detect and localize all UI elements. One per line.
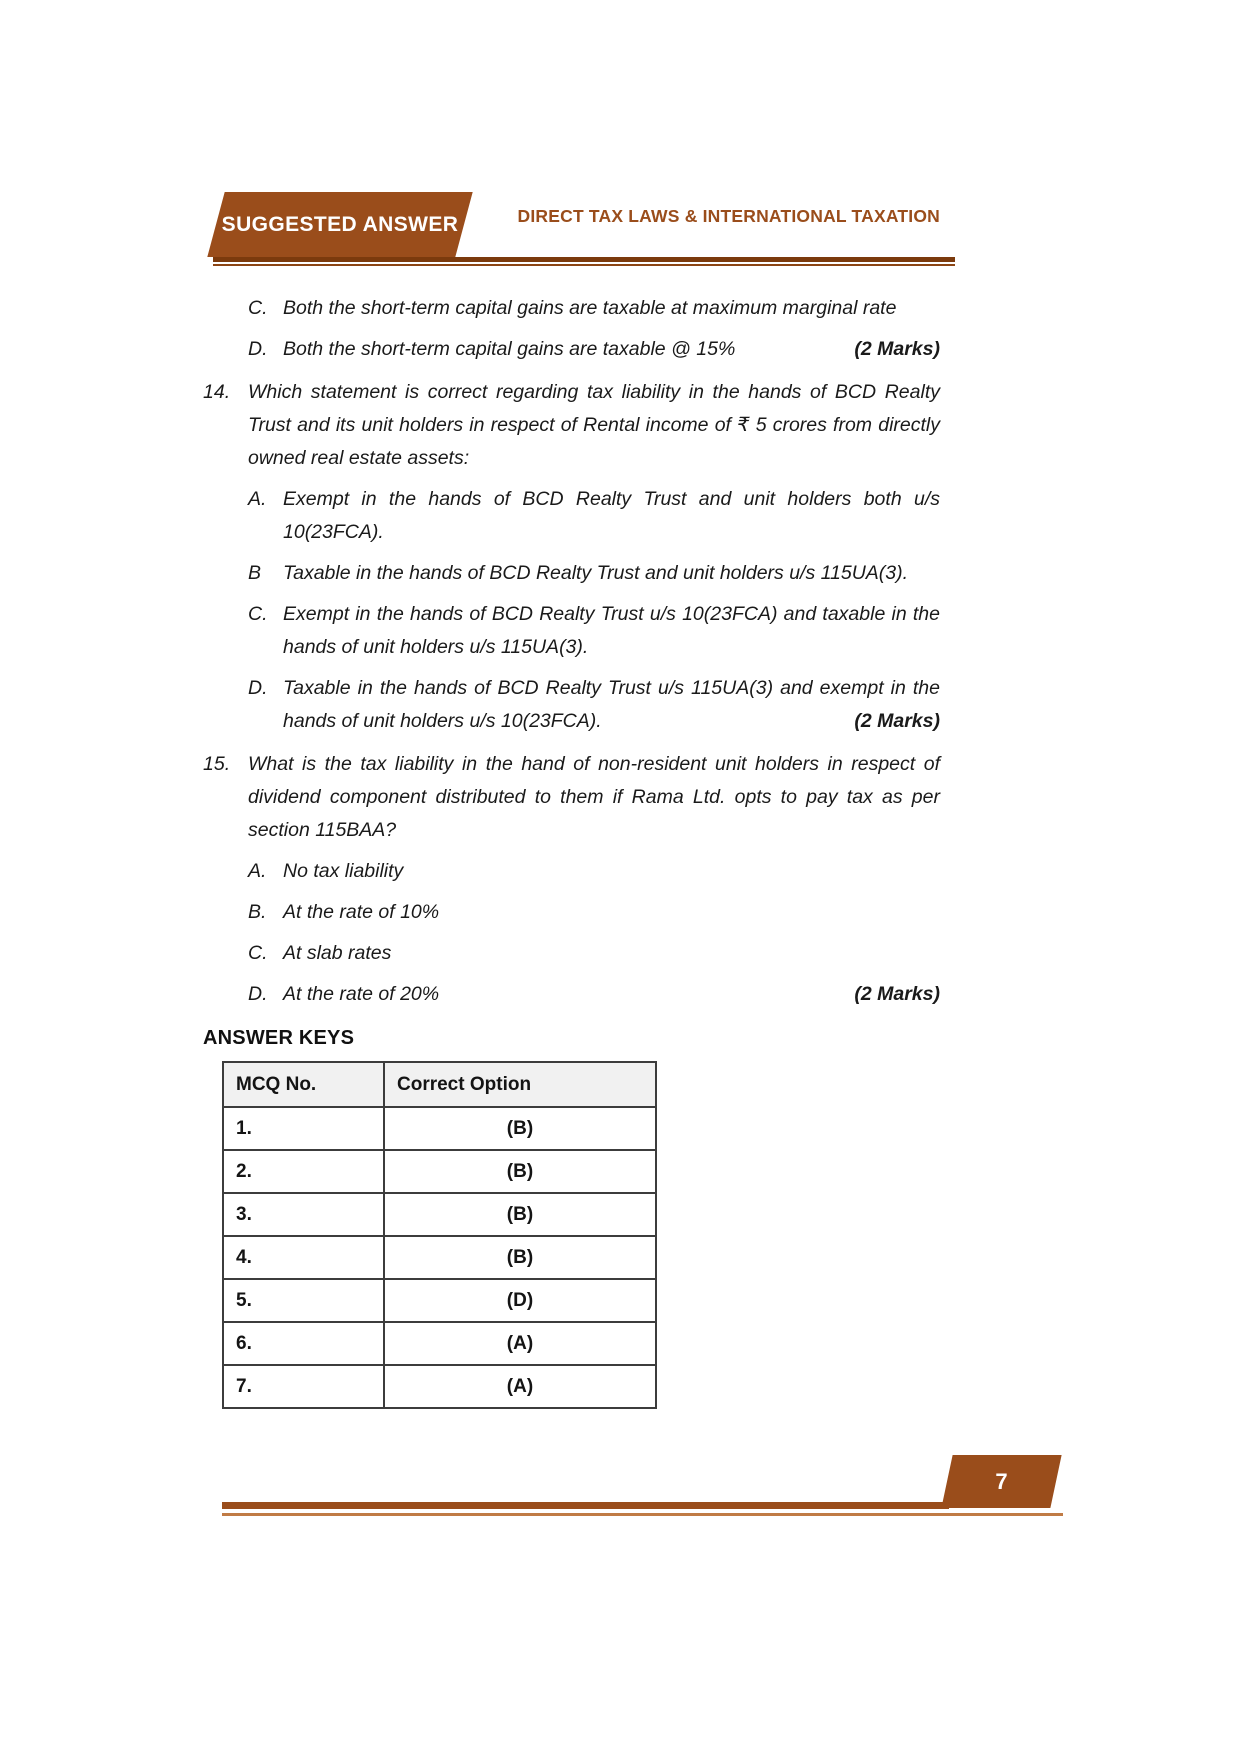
option-label: D. (248, 983, 268, 1005)
option-text: Exempt in the hands of BCD Realty Trust u/s 10(23FCA) and taxable in the hands of unit holders u/s 115UA(3). (283, 603, 940, 658)
option-text (283, 333, 940, 366)
table-row (223, 1236, 656, 1279)
mcq14-option-a (248, 483, 940, 549)
mcq-no-cell: 6. (223, 1322, 384, 1365)
column-header-mcq-no: MCQ No. (223, 1062, 384, 1107)
question-text: What is the tax liability in the hand of non-resident unit holders in respect of dividend component distributed to them if Rama Ltd. opts to pay tax as per section 115BAA? (248, 753, 940, 841)
option-label: A. (248, 488, 267, 510)
mcq-no-cell: 2. (223, 1150, 384, 1193)
table-row (223, 1107, 656, 1150)
option-label: B (248, 562, 262, 584)
mcq14-option-c (248, 598, 940, 664)
mcq15-option-a (248, 855, 940, 888)
marks-label: (2 Marks) (854, 710, 940, 732)
mcq15-option-c (248, 937, 940, 970)
table-row (223, 1193, 656, 1236)
document-title: DIRECT TAX LAWS & INTERNATIONAL TAXATION (517, 206, 940, 226)
page-number-badge (941, 1455, 1061, 1508)
option-text: Taxable in the hands of BCD Realty Trust and unit holders u/s 115UA(3). (283, 562, 909, 584)
correct-option-cell: (B) (384, 1107, 656, 1150)
option-text: Both the short-term capital gains are taxable at maximum marginal rate (283, 297, 897, 319)
answer-keys-heading: ANSWER KEYS (203, 1027, 355, 1049)
option-text: At the rate of 10% (283, 901, 440, 923)
correct-option-cell: (B) (384, 1150, 656, 1193)
mcq15-option-d (248, 978, 940, 1011)
mcq13-option-d (248, 333, 940, 366)
option-label: D. (248, 338, 268, 360)
mcq13-option-c (248, 292, 940, 325)
mcq-no-cell: 5. (223, 1279, 384, 1322)
mcq15-option-b (248, 896, 940, 929)
table-row (223, 1365, 656, 1408)
option-label: C. (248, 297, 268, 319)
correct-option-cell: (B) (384, 1236, 656, 1279)
option-label: A. (248, 860, 267, 882)
footer-rule-thin (222, 1513, 1063, 1516)
correct-option-cell: (B) (384, 1193, 656, 1236)
column-header-correct-option: Correct Option (384, 1062, 656, 1107)
header-divider (213, 257, 955, 266)
mcq-no-cell: 7. (223, 1365, 384, 1408)
question-number: 14. (203, 381, 231, 403)
table-row (223, 1150, 656, 1193)
option-text (283, 672, 940, 738)
option-text: No tax liability (283, 860, 404, 882)
mcq-no-cell: 3. (223, 1193, 384, 1236)
option-text-value: Both the short-term capital gains are taxable @ 15% (283, 338, 736, 360)
option-text-value: At the rate of 20% (283, 983, 440, 1005)
option-text: Exempt in the hands of BCD Realty Trust and unit holders both u/s 10(23FCA). (283, 488, 940, 543)
header-divider-thin-line (213, 264, 955, 266)
mcq14-option-b (248, 557, 940, 590)
mcq-no-cell: 4. (223, 1236, 384, 1279)
marks-label: (2 Marks) (854, 338, 940, 360)
question-number: 15. (203, 753, 231, 775)
answer-keys-table (222, 1061, 657, 1409)
marks-label: (2 Marks) (854, 983, 940, 1005)
table-row (223, 1322, 656, 1365)
mcq-no-cell: 1. (223, 1107, 384, 1150)
banner-label: SUGGESTED ANSWER (221, 212, 459, 236)
question-15 (203, 748, 940, 847)
page-number: 7 (995, 1468, 1008, 1494)
correct-option-cell: (A) (384, 1322, 656, 1365)
page-content (203, 292, 940, 1409)
suggested-answer-banner (207, 192, 472, 257)
option-label: C. (248, 603, 268, 625)
option-text: At slab rates (283, 942, 392, 964)
option-label: C. (248, 942, 268, 964)
table-header-row (223, 1062, 656, 1107)
correct-option-cell: (D) (384, 1279, 656, 1322)
mcq14-option-d (248, 672, 940, 738)
table-row (223, 1279, 656, 1322)
question-text: Which statement is correct regarding tax liability in the hands of BCD Realty Trust and its unit holders in respect of Rental income of ₹ 5 crores from directly owned real estate assets: (248, 381, 940, 469)
option-label: B. (248, 901, 267, 923)
question-14 (203, 376, 940, 475)
option-text (283, 978, 940, 1011)
correct-option-cell: (A) (384, 1365, 656, 1408)
option-text-value: Taxable in the hands of BCD Realty Trust u/s 115UA(3) and exempt in the hands of unit holders u/s 10(23FCA). (283, 677, 940, 732)
option-label: D. (248, 677, 268, 699)
footer-rule-thick (222, 1502, 949, 1509)
